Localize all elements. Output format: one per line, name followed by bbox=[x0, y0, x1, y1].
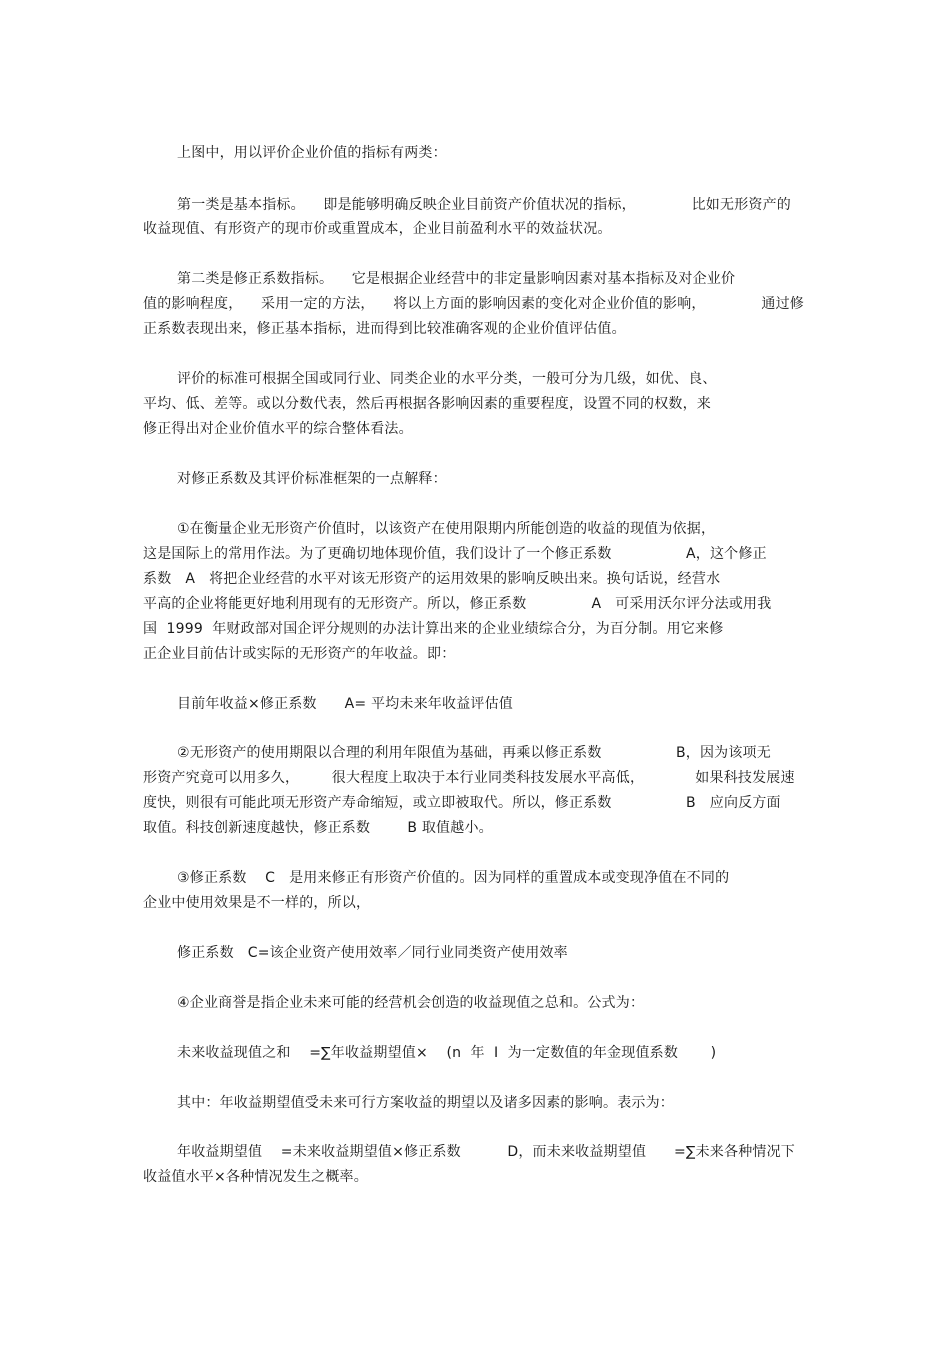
paragraph-line: 平均、低、差等。或以分数代表，然后再根据各影响因素的重要程度，设置不同的权数，来 bbox=[143, 396, 711, 412]
paragraph-line: 值的影响程度， 采用一定的方法， 将以上方面的影响因素的变化对企业价值的影响， 通过修 bbox=[143, 296, 805, 312]
paragraph-line: 评价的标准可根据全国或同行业、同类企业的水平分类，一般可分为几级，如优、良、 bbox=[177, 371, 717, 387]
paragraph-line: ③修正系数 C 是用来修正有形资产价值的。因为同样的重置成本或变现净值在不同的 bbox=[177, 870, 730, 886]
paragraph-line: ①在衡量企业无形资产价值时，以该资产在使用限期内所能创造的收益的现值为依据， bbox=[177, 521, 716, 537]
section-heading: 对修正系数及其评价标准框架的一点解释： bbox=[177, 471, 447, 487]
paragraph-line: 系数 A 将把企业经营的水平对该无形资产的运用效果的影响反映出来。换句话说，经营水 bbox=[143, 571, 721, 587]
paragraph-line: 度快，则很有可能此项无形资产寿命缩短，或立即被取代。所以，修正系数 B 应向反方面 bbox=[143, 795, 781, 811]
formula-line: 收益值水平×各种情况发生之概率。 bbox=[143, 1169, 368, 1185]
formula-line: 未来收益现值之和 =∑年收益期望值× (n 年 I 为一定数值的年金现值系数 ) bbox=[177, 1045, 717, 1061]
paragraph-line: 其中：年收益期望值受未来可行方案收益的期望以及诸多因素的影响。表示为： bbox=[177, 1095, 674, 1111]
paragraph-line: 平高的企业将能更好地利用现有的无形资产。所以，修正系数 A 可采用沃尔评分法或用我 bbox=[143, 596, 772, 612]
paragraph-line: ②无形资产的使用期限以合理的利用年限值为基础，再乘以修正系数 B，因为该项无 bbox=[177, 745, 771, 761]
paragraph-line: 形资产究竟可以用多久， 很大程度上取决于本行业同类科技发展水平高低， 如果科技发展速 bbox=[143, 770, 795, 786]
paragraph-line: 收益现值、有形资产的现市价或重置成本，企业目前盈利水平的效益状况。 bbox=[143, 221, 612, 237]
paragraph-line: 国 1999 年财政部对国企评分规则的办法计算出来的企业业绩综合分，为百分制。用它来修 bbox=[143, 621, 724, 637]
paragraph-line: 第一类是基本指标。 即是能够明确反映企业目前资产价值状况的指标， 比如无形资产的 bbox=[177, 197, 792, 213]
paragraph-line: 第二类是修正系数指标。 它是根据企业经营中的非定量影响因素对基本指标及对企业价 bbox=[177, 271, 736, 287]
paragraph-line: 企业中使用效果是不一样的，所以， bbox=[143, 895, 371, 911]
paragraph-line: 正系数表现出来，修正基本指标，进而得到比较准确客观的企业价值评估值。 bbox=[143, 321, 626, 337]
formula-line: 年收益期望值 =未来收益期望值×修正系数 D，而未来收益期望值 =∑未来各种情况下 bbox=[177, 1144, 796, 1160]
paragraph-line: 修正得出对企业价值水平的综合整体看法。 bbox=[143, 421, 413, 437]
formula-line: 目前年收益×修正系数 A= 平均未来年收益评估值 bbox=[177, 696, 513, 712]
paragraph-line: ④企业商誉是指企业未来可能的经营机会创造的收益现值之总和。公式为： bbox=[177, 995, 645, 1011]
paragraph-line: 这是国际上的常用作法。为了更确切地体现价值，我们设计了一个修正系数 A，这个修正 bbox=[143, 546, 767, 562]
intro-line: 上图中，用以评价企业价值的指标有两类： bbox=[177, 145, 447, 161]
paragraph-line: 正企业目前估计或实际的无形资产的年收益。即： bbox=[143, 646, 456, 662]
formula-line: 修正系数 C=该企业资产使用效率／同行业同类资产使用效率 bbox=[177, 945, 568, 961]
paragraph-line: 取值。科技创新速度越快，修正系数 B 取值越小。 bbox=[143, 820, 493, 836]
